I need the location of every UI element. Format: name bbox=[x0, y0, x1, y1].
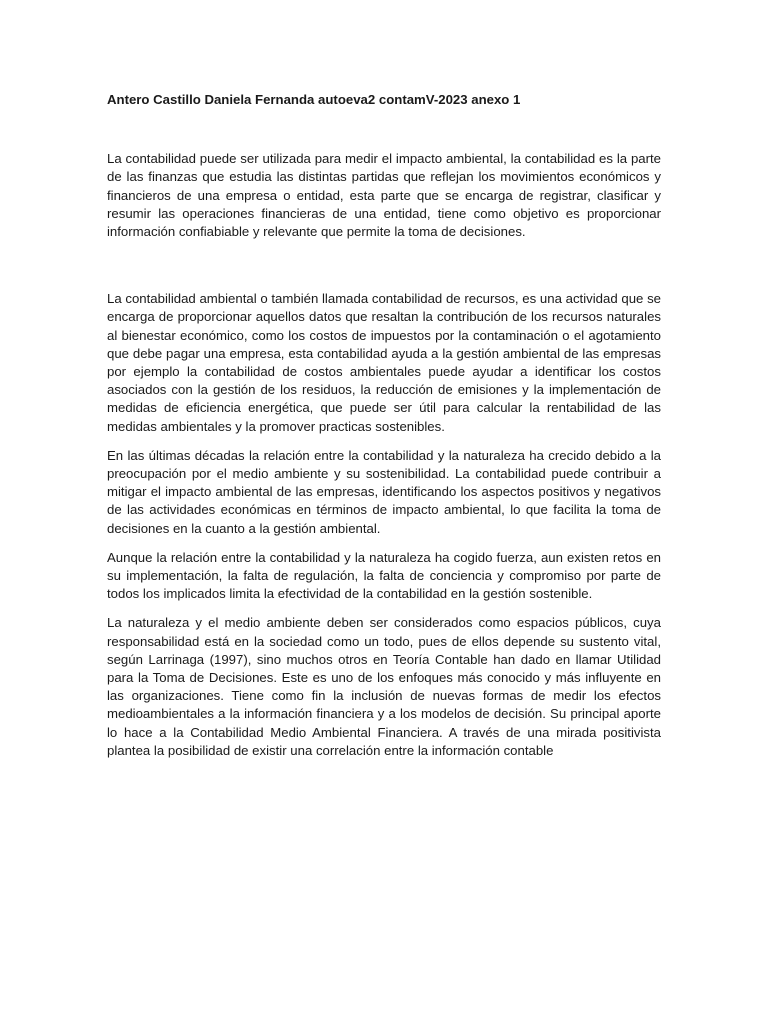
document-title: Antero Castillo Daniela Fernanda autoeva2 contamV-2023 anexo 1 bbox=[107, 92, 521, 107]
paragraph-3: En las últimas décadas la relación entre la contabilidad y la naturaleza ha crecido debido a la preocupación por el medio ambiente y su sostenibilidad. La contabilidad puede contribuir a mitigar el impacto ambiental de las empresas, identificando los aspectos positivos y negativos de las actividades económicas en términos de impacto ambiental, lo que facilita la toma de decisiones en la cuanto a la gestión ambiental. bbox=[107, 447, 661, 536]
paragraph-4: Aunque la relación entre la contabilidad y la naturaleza ha cogido fuerza, aun existen retos en su implementación, la falta de regulación, la falta de conciencia y compromiso por parte de todos los implicados limita la efectividad de la contabilidad en la gestión sostenible. bbox=[107, 549, 661, 602]
paragraph-2: La contabilidad ambiental o también llamada contabilidad de recursos, es una actividad que se encarga de proporcionar aquellos datos que resaltan la contribución de los recursos naturales al bienestar económico, como los costos de impuestos por la contaminación o el agotamiento que debe pagar una empresa, esta contabilidad ayuda a la gestión ambiental de las empresas por ejemplo la contabilidad de costos ambientales puede ayudar a identificar los costos asociados con la gestión de los residuos, la reducción de emisiones y la implementación de medidas de eficiencia energética, que puede ser útil para calcular la rentabilidad de las medidas ambientales y la promover practicas sostenibles. bbox=[107, 291, 661, 434]
document-body bbox=[107, 91, 661, 760]
paragraph-5: La naturaleza y el medio ambiente deben ser considerados como espacios públicos, cuya responsabilidad está en la sociedad como un todo, pues de ellos depende su sustento vital, según Larrinaga (1997), sino muchos otros en Teoría Contable han dado en llamar Utilidad para la Toma de Decisiones. Este es uno de los enfoques más conocido y más influyente en las organizaciones. Tiene como fin la inclusión de nuevas formas de medir los efectos medioambientales a la información financiera y a los modelos de decisión. Su principal aporte lo hace a la Contabilidad Medio Ambiental Financiera. A través de una mirada positivista plantea la posibilidad de existir una correlación entre la información contable bbox=[107, 615, 661, 758]
paragraph-1: La contabilidad puede ser utilizada para medir el impacto ambiental, la contabilidad es la parte de las finanzas que estudia las distintas partidas que reflejan los movimientos económicos y financieros de una empresa o entidad, esta parte que se encarga de registrar, clasificar y resumir las operaciones financieras de una entidad, tiene como objetivo es proporcionar información confiabiable y relevante que permite la toma de decisiones. bbox=[107, 151, 661, 240]
